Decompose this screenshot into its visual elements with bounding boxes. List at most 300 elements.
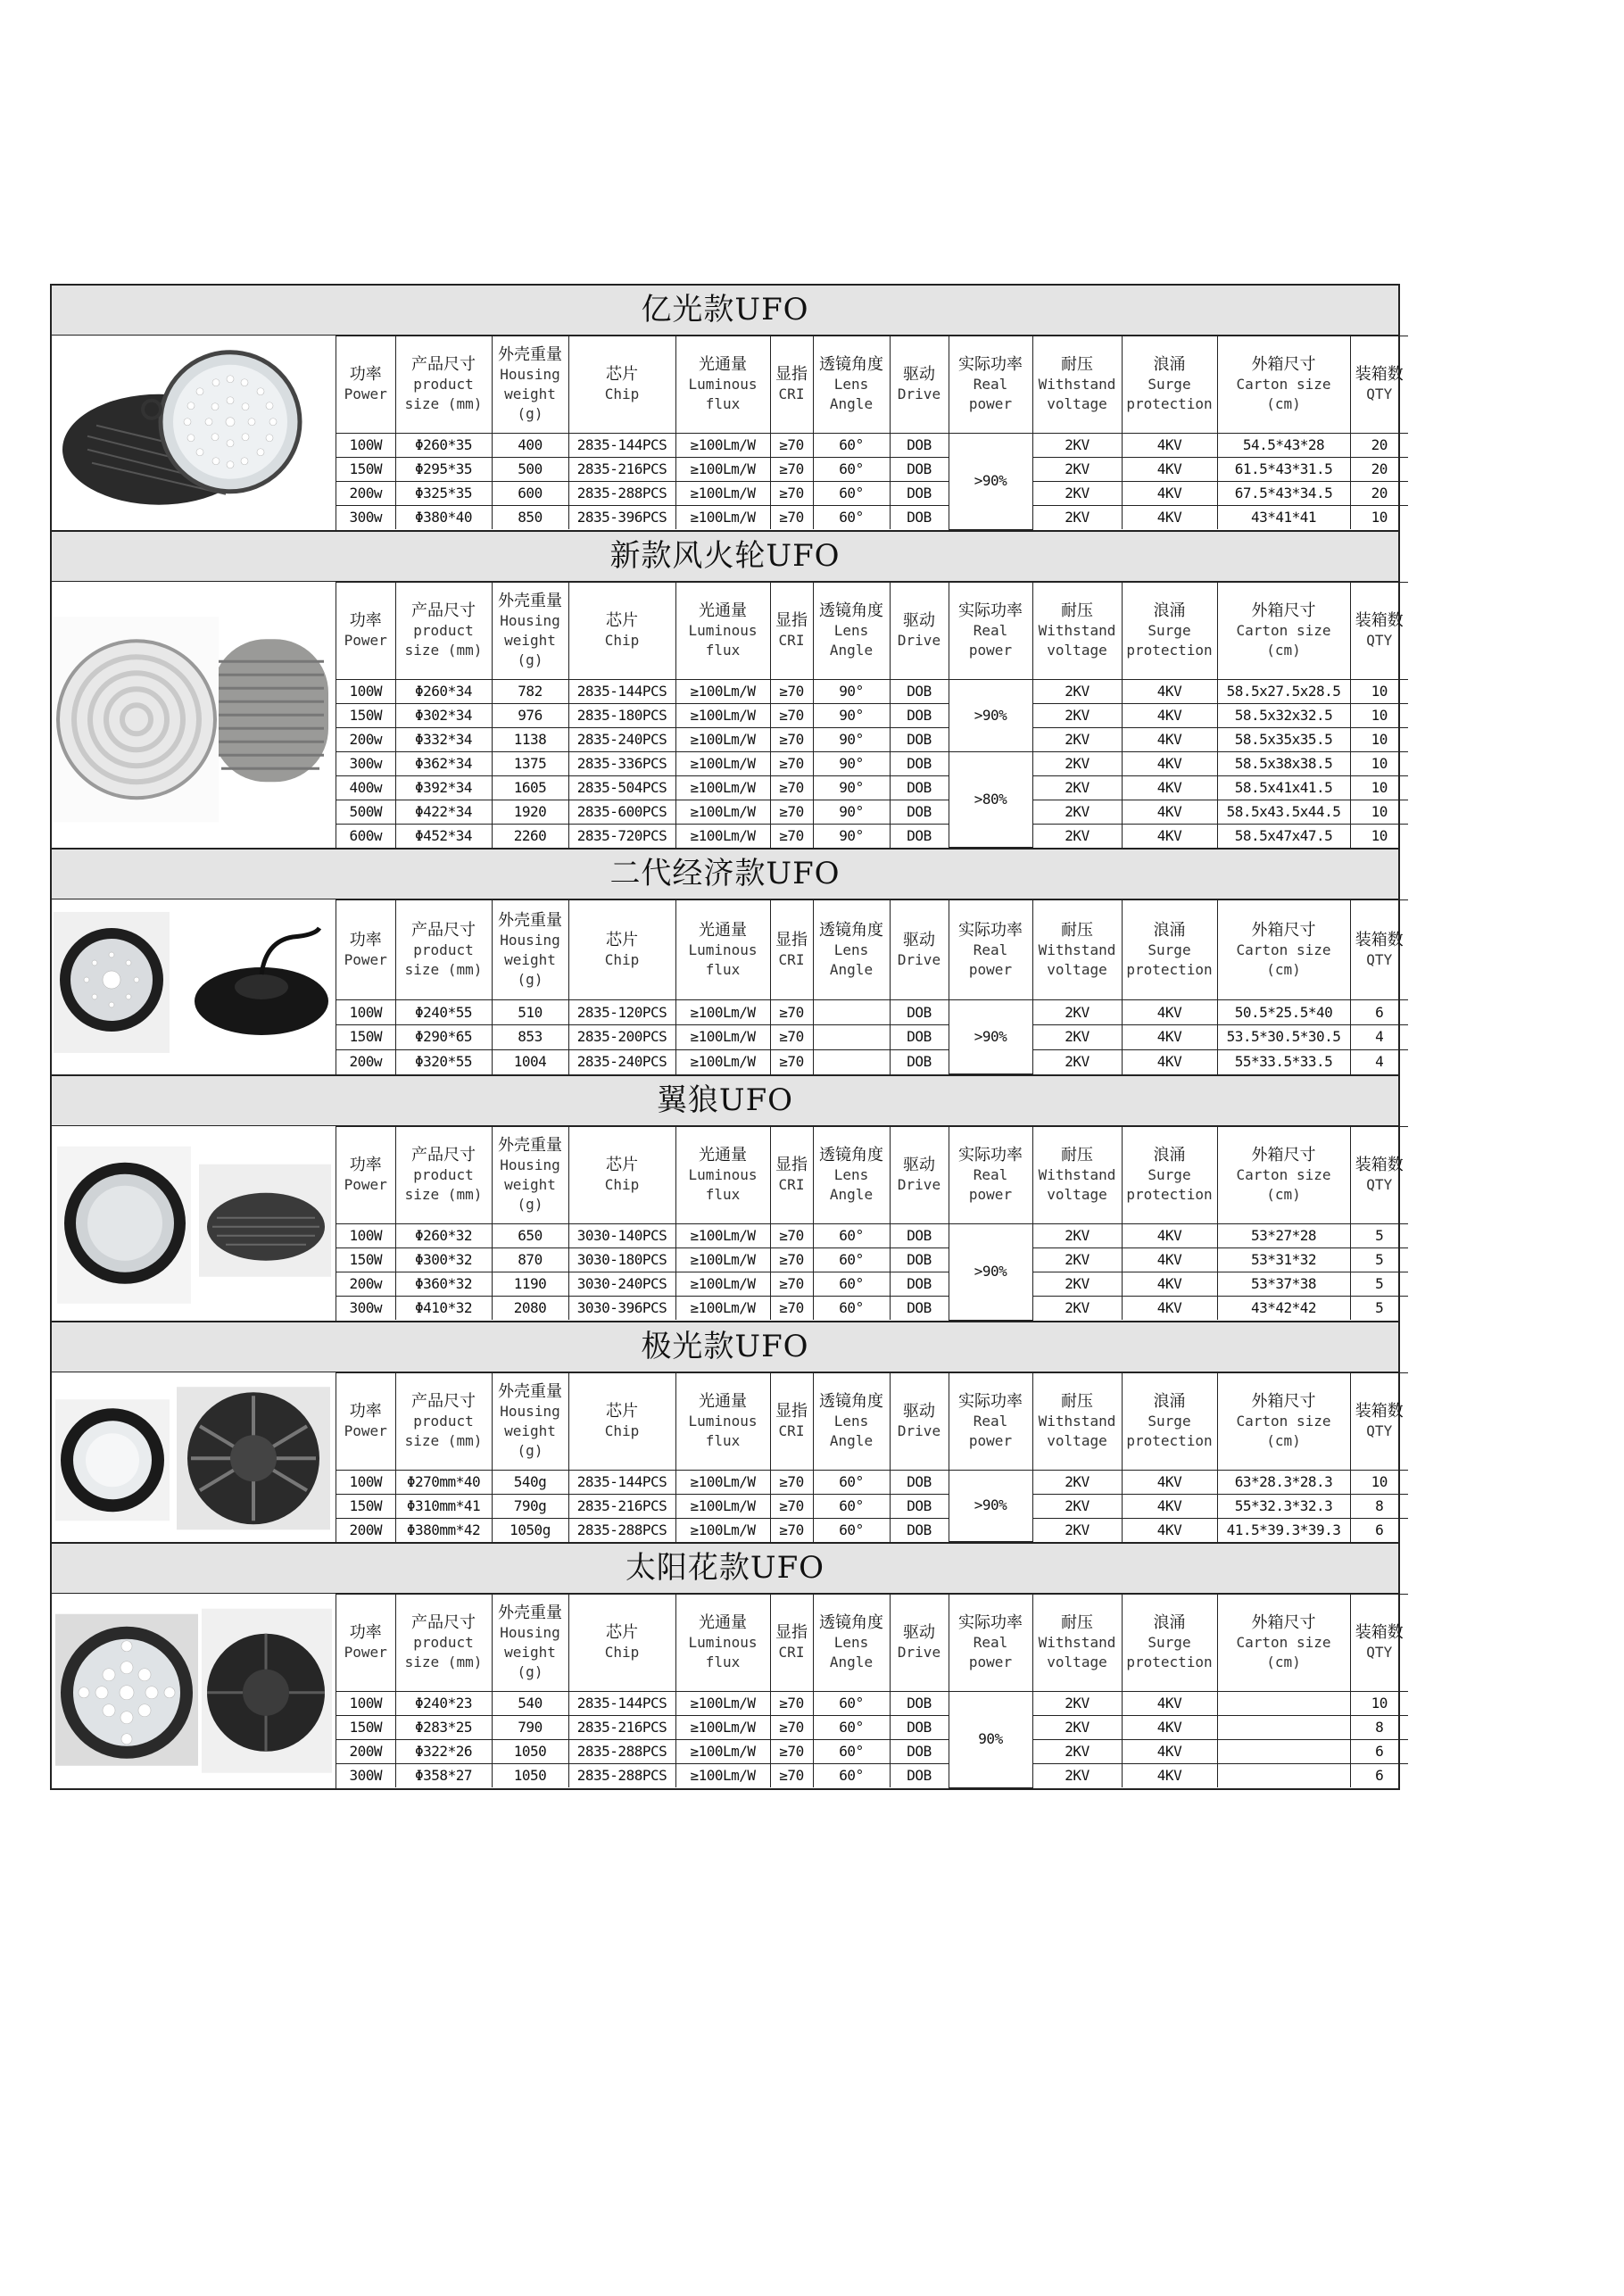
column-header-cn: 装箱数 (1355, 1623, 1404, 1642)
table-cell: 10 (1350, 703, 1408, 727)
table-cell: 2835-240PCS (568, 1049, 675, 1073)
table-row (336, 679, 1408, 703)
column-header-cn: 耐压 (1061, 1146, 1093, 1165)
column-header (1032, 1127, 1122, 1224)
column-header-en: Power (344, 385, 387, 402)
column-header (770, 336, 813, 434)
table-cell: 1920 (492, 800, 568, 824)
table-cell: 6 (1350, 1000, 1408, 1025)
column-header-cn: 外壳重量 (498, 1604, 562, 1622)
table-cell: 60° (813, 1470, 890, 1494)
product-image (52, 582, 336, 849)
column-header-cn: 耐压 (1061, 1613, 1093, 1632)
column-header-en: Lens Angle (829, 621, 874, 659)
column-header (1032, 1372, 1122, 1470)
table-cell: 10 (1350, 800, 1408, 824)
table-cell: ≥70 (770, 1764, 813, 1788)
table-cell: 53.5*30.5*30.5 (1217, 1024, 1350, 1049)
table-cell: ≥100Lm/W (675, 1049, 770, 1073)
table-cell: 2KV (1032, 775, 1122, 800)
column-header-cn: 外箱尺寸 (1251, 920, 1316, 940)
section-body (52, 1372, 1404, 1543)
column-header-en: Withstand voltage (1038, 1412, 1116, 1449)
table-cell: 150W (336, 1494, 395, 1518)
table-cell: 2080 (492, 1297, 568, 1321)
column-header-cn: 装箱数 (1355, 610, 1404, 630)
table-cell (1217, 1716, 1350, 1740)
table-cell: 1138 (492, 727, 568, 751)
column-header (675, 1372, 770, 1470)
table-cell: ≥70 (770, 506, 813, 530)
spec-table (336, 1594, 1408, 1788)
column-header (770, 1595, 813, 1692)
table-cell: 4KV (1122, 506, 1217, 530)
table-cell: 60° (813, 1494, 890, 1518)
real-power-cell: >90% (949, 679, 1032, 751)
table-cell: 10 (1350, 506, 1408, 530)
column-header-cn: 芯片 (606, 930, 638, 949)
table-cell: 100W (336, 1000, 395, 1025)
table-cell: DOB (890, 679, 949, 703)
column-header-cn: 显指 (775, 930, 808, 949)
table-cell: 4KV (1122, 482, 1217, 506)
table-cell: Φ392*34 (395, 775, 492, 800)
table-cell: ≥100Lm/W (675, 1494, 770, 1518)
column-header-cn: 显指 (775, 1401, 808, 1421)
table-cell: 2835-144PCS (568, 1692, 675, 1716)
column-header (568, 1127, 675, 1224)
column-header-cn: 显指 (775, 1623, 808, 1642)
column-header (1032, 1595, 1122, 1692)
column-header-en: Chip (604, 385, 640, 402)
table-cell: 2KV (1032, 1224, 1122, 1248)
table-cell: 90° (813, 775, 890, 800)
table-cell: ≥100Lm/W (675, 1716, 770, 1740)
table-cell: Φ358*27 (395, 1764, 492, 1788)
table-cell: Φ332*34 (395, 727, 492, 751)
column-header-cn: 芯片 (606, 1156, 638, 1174)
table-cell: ≥70 (770, 1470, 813, 1494)
table-cell: Φ270mm*40 (395, 1470, 492, 1494)
table-cell: 4KV (1122, 458, 1217, 482)
header-row (336, 900, 1408, 1000)
table-cell: ≥70 (770, 703, 813, 727)
table-cell: Φ320*55 (395, 1049, 492, 1073)
table-cell: ≥100Lm/W (675, 458, 770, 482)
table-cell: 2260 (492, 824, 568, 848)
column-header-en: Power (344, 1644, 387, 1661)
table-cell: 3030-140PCS (568, 1224, 675, 1248)
table-cell: 2835-144PCS (568, 679, 675, 703)
table-cell: Φ260*32 (395, 1224, 492, 1248)
column-header-en: Lens Angle (829, 1412, 874, 1449)
table-cell: 100W (336, 679, 395, 703)
table-cell: 2KV (1032, 703, 1122, 727)
column-header-en: Carton size (cm) (1236, 376, 1331, 412)
table-cell: 58.5x41x41.5 (1217, 775, 1350, 800)
column-header-en: Surge protection (1126, 1634, 1213, 1670)
table-cell: 4KV (1122, 1049, 1217, 1073)
table-cell: 60° (813, 458, 890, 482)
table-cell: 2835-216PCS (568, 458, 675, 482)
table-row (336, 1224, 1408, 1248)
column-header-cn: 实际功率 (958, 920, 1023, 940)
table-cell: DOB (890, 703, 949, 727)
column-header-cn: 光通量 (699, 601, 747, 620)
column-header-cn: 装箱数 (1355, 1156, 1404, 1174)
column-header-cn: 实际功率 (958, 1391, 1023, 1411)
table-cell: 2KV (1032, 727, 1122, 751)
column-header-cn: 透镜角度 (819, 355, 883, 374)
table-cell: ≥100Lm/W (675, 703, 770, 727)
table-cell: 4KV (1122, 1716, 1217, 1740)
column-header-cn: 装箱数 (1355, 930, 1404, 949)
column-header-en: QTY (1366, 631, 1393, 649)
column-header (1122, 336, 1217, 434)
real-power-cell: 90% (949, 1692, 1032, 1788)
column-header-en: Lens Angle (829, 1634, 874, 1670)
column-header-cn: 透镜角度 (819, 1613, 883, 1632)
table-cell: 8 (1350, 1494, 1408, 1518)
table-cell: Φ360*32 (395, 1272, 492, 1297)
table-cell: 5 (1350, 1248, 1408, 1272)
column-header (813, 1595, 890, 1692)
column-header-en: Withstand voltage (1038, 621, 1116, 659)
table-row (336, 1248, 1408, 1272)
table-cell: ≥100Lm/W (675, 1470, 770, 1494)
table-cell: 4KV (1122, 727, 1217, 751)
table-cell: 4 (1350, 1049, 1408, 1073)
column-header (1122, 1127, 1217, 1224)
real-power-cell: >90% (949, 1224, 1032, 1321)
table-row (336, 751, 1408, 775)
table-cell: Φ295*35 (395, 458, 492, 482)
column-header-cn: 产品尺寸 (411, 355, 476, 374)
table-cell: Φ300*32 (395, 1248, 492, 1272)
table-cell: 2835-240PCS (568, 727, 675, 751)
column-header (675, 582, 770, 679)
real-power-cell: >80% (949, 751, 1032, 848)
column-header-cn: 功率 (349, 610, 382, 630)
table-cell: 2835-120PCS (568, 1000, 675, 1025)
table-row (336, 1470, 1408, 1494)
table-cell: 90° (813, 824, 890, 848)
table-row (336, 775, 1408, 800)
table-cell: 10 (1350, 1692, 1408, 1716)
column-header-cn: 外箱尺寸 (1251, 1391, 1316, 1411)
column-header-en: CRI (778, 1644, 805, 1661)
product-image (52, 899, 336, 1074)
table-cell: Φ283*25 (395, 1716, 492, 1740)
table-cell: 790g (492, 1494, 568, 1518)
column-header-cn: 实际功率 (958, 355, 1023, 374)
table-cell: 53*27*28 (1217, 1224, 1350, 1248)
table-cell: ≥100Lm/W (675, 1692, 770, 1716)
table-cell: 50.5*25.5*40 (1217, 1000, 1350, 1025)
table-cell: 60° (813, 1224, 890, 1248)
table-row (336, 1740, 1408, 1764)
table-cell: 2KV (1032, 824, 1122, 848)
column-header-en: Carton size (cm) (1236, 941, 1331, 978)
column-header-en: Chip (604, 950, 640, 968)
column-header-en: Withstand voltage (1038, 1634, 1116, 1670)
column-header-cn: 产品尺寸 (411, 601, 476, 620)
table-cell: 60° (813, 1248, 890, 1272)
column-header (770, 900, 813, 1000)
table-cell: 2835-288PCS (568, 1764, 675, 1788)
column-header (492, 336, 568, 434)
column-header-cn: 外壳重量 (498, 1136, 562, 1155)
column-header-en: Drive (897, 385, 941, 402)
column-header-en: Housing weight (g) (500, 611, 560, 668)
column-header (890, 1595, 949, 1692)
column-header (395, 336, 492, 434)
table-cell: ≥70 (770, 1248, 813, 1272)
column-header-cn: 耐压 (1061, 355, 1093, 374)
column-header (1032, 582, 1122, 679)
table-cell: 90° (813, 679, 890, 703)
table-cell: DOB (890, 506, 949, 530)
table-cell (813, 1024, 890, 1049)
table-cell: 55*33.5*33.5 (1217, 1049, 1350, 1073)
table-cell: 4KV (1122, 703, 1217, 727)
column-header-en: CRI (778, 950, 805, 968)
product-image (52, 1372, 336, 1543)
table-cell: 200w (336, 1049, 395, 1073)
column-header-en: Withstand voltage (1038, 1166, 1116, 1203)
column-header-cn: 外箱尺寸 (1251, 1613, 1316, 1632)
table-cell: 90° (813, 800, 890, 824)
table-cell: 2835-216PCS (568, 1494, 675, 1518)
table-cell: 400w (336, 775, 395, 800)
column-header-cn: 实际功率 (958, 601, 1023, 620)
table-cell: ≥70 (770, 679, 813, 703)
column-header-cn: 功率 (349, 1623, 382, 1642)
table-cell: 2KV (1032, 458, 1122, 482)
table-cell: ≥70 (770, 1740, 813, 1764)
table-cell: 5 (1350, 1272, 1408, 1297)
column-header-en: Real power (968, 941, 1013, 978)
table-cell (813, 1049, 890, 1073)
table-cell: ≥70 (770, 1224, 813, 1248)
column-header (813, 582, 890, 679)
column-header (813, 900, 890, 1000)
table-row (336, 1716, 1408, 1740)
table-cell: ≥100Lm/W (675, 679, 770, 703)
table-cell: 2KV (1032, 800, 1122, 824)
table-cell: 4KV (1122, 1764, 1217, 1788)
column-header (675, 1127, 770, 1224)
table-cell: DOB (890, 751, 949, 775)
column-header (949, 582, 1032, 679)
table-cell: 2835-144PCS (568, 1470, 675, 1494)
column-header-cn: 浪涌 (1153, 1391, 1186, 1411)
table-cell: ≥70 (770, 482, 813, 506)
table-cell: DOB (890, 458, 949, 482)
table-cell: ≥100Lm/W (675, 1764, 770, 1788)
table-cell: Φ260*35 (395, 434, 492, 458)
column-header (568, 1595, 675, 1692)
column-header-cn: 驱动 (903, 1623, 935, 1642)
column-header-en: CRI (778, 1176, 805, 1193)
table-cell: DOB (890, 1297, 949, 1321)
table-cell: 53*37*38 (1217, 1272, 1350, 1297)
table-cell: 2835-288PCS (568, 1740, 675, 1764)
section-body (52, 1594, 1404, 1788)
table-cell: 2835-180PCS (568, 703, 675, 727)
table-cell: ≥100Lm/W (675, 727, 770, 751)
column-header-en: Withstand voltage (1038, 376, 1116, 412)
table-cell: Φ290*65 (395, 1024, 492, 1049)
column-header-cn: 光通量 (699, 1613, 747, 1632)
table-cell: ≥70 (770, 1272, 813, 1297)
table-cell: 6 (1350, 1764, 1408, 1788)
table-cell: 58.5x35x35.5 (1217, 727, 1350, 751)
column-header-cn: 外壳重量 (498, 910, 562, 930)
section-title: 亿光款UFO (52, 284, 1398, 336)
table-cell: ≥70 (770, 751, 813, 775)
table-cell: 2835-288PCS (568, 482, 675, 506)
table-row (336, 506, 1408, 530)
column-header-en: Carton size (cm) (1236, 1166, 1331, 1203)
table-cell: ≥70 (770, 727, 813, 751)
column-header-en: QTY (1366, 385, 1393, 402)
table-cell: Φ380mm*42 (395, 1518, 492, 1542)
column-header-en: product size (mm) (404, 941, 483, 978)
table-cell: 60° (813, 1692, 890, 1716)
table-cell: DOB (890, 1000, 949, 1025)
table-cell: 60° (813, 1764, 890, 1788)
real-power-cell: >90% (949, 1000, 1032, 1074)
column-header-cn: 驱动 (903, 1156, 935, 1174)
table-cell: 43*42*42 (1217, 1297, 1350, 1321)
table-cell: 1050 (492, 1740, 568, 1764)
table-cell: 2835-600PCS (568, 800, 675, 824)
table-cell: 20 (1350, 434, 1408, 458)
table-cell: 60° (813, 1272, 890, 1297)
table-cell: 60° (813, 1716, 890, 1740)
table-cell: 4 (1350, 1024, 1408, 1049)
table-cell: DOB (890, 1716, 949, 1740)
table-cell: 650 (492, 1224, 568, 1248)
table-cell: 150W (336, 1716, 395, 1740)
table-cell: 2KV (1032, 434, 1122, 458)
table-cell: DOB (890, 1692, 949, 1716)
column-header (336, 582, 395, 679)
column-header-en: QTY (1366, 1176, 1393, 1193)
table-cell: 400 (492, 434, 568, 458)
column-header-en: Power (344, 950, 387, 968)
table-cell: 60° (813, 1297, 890, 1321)
table-row (336, 1518, 1408, 1542)
table-cell: DOB (890, 482, 949, 506)
table-cell: 58.5x27.5x28.5 (1217, 679, 1350, 703)
table-cell: 850 (492, 506, 568, 530)
column-header-en: Real power (968, 1166, 1013, 1203)
table-cell: 1375 (492, 751, 568, 775)
table-cell: 150W (336, 703, 395, 727)
table-cell: 2KV (1032, 1470, 1122, 1494)
column-header-cn: 浪涌 (1153, 920, 1186, 940)
table-cell: 2KV (1032, 1716, 1122, 1740)
column-header (949, 336, 1032, 434)
section-body (52, 899, 1404, 1074)
column-header-cn: 驱动 (903, 610, 935, 630)
table-cell: 200w (336, 482, 395, 506)
table-cell: 58.5x43.5x44.5 (1217, 800, 1350, 824)
table-row (336, 458, 1408, 482)
table-cell: 540 (492, 1692, 568, 1716)
column-header (1350, 336, 1408, 434)
column-header (568, 582, 675, 679)
table-cell: ≥70 (770, 458, 813, 482)
table-cell: ≥100Lm/W (675, 1248, 770, 1272)
table-cell: 1605 (492, 775, 568, 800)
table-cell: 90° (813, 751, 890, 775)
table-cell: 58.5x38x38.5 (1217, 751, 1350, 775)
table-cell: 2KV (1032, 1272, 1122, 1297)
column-header-en: Luminous flux (688, 1634, 758, 1670)
column-header-cn: 装箱数 (1355, 1401, 1404, 1421)
table-cell: 58.5x32x32.5 (1217, 703, 1350, 727)
table-cell: 200w (336, 1272, 395, 1297)
column-header (336, 1595, 395, 1692)
column-header-cn: 浪涌 (1153, 355, 1186, 374)
column-header (1217, 900, 1350, 1000)
column-header-en: product size (mm) (404, 1166, 483, 1203)
table-cell: Φ362*34 (395, 751, 492, 775)
table-row (336, 703, 1408, 727)
table-cell: 4KV (1122, 1494, 1217, 1518)
column-header (492, 1127, 568, 1224)
table-cell: 10 (1350, 1470, 1408, 1494)
table-cell: 150W (336, 1248, 395, 1272)
table-cell: ≥70 (770, 1297, 813, 1321)
column-header (890, 582, 949, 679)
column-header-cn: 透镜角度 (819, 920, 883, 940)
table-cell: 60° (813, 1740, 890, 1764)
table-cell: DOB (890, 824, 949, 848)
table-cell: Φ410*32 (395, 1297, 492, 1321)
column-header (1217, 582, 1350, 679)
column-header-en: Drive (897, 1176, 941, 1193)
column-header-cn: 外壳重量 (498, 345, 562, 364)
table-cell: 4KV (1122, 1248, 1217, 1272)
table-row (336, 1000, 1408, 1025)
table-cell (1217, 1692, 1350, 1716)
table-cell: ≥100Lm/W (675, 1297, 770, 1321)
column-header-cn: 透镜角度 (819, 1391, 883, 1411)
column-header-cn: 光通量 (699, 1146, 747, 1165)
column-header (1032, 336, 1122, 434)
column-header-cn: 浪涌 (1153, 1613, 1186, 1632)
table-cell: 60° (813, 482, 890, 506)
table-cell: 200W (336, 1740, 395, 1764)
table-cell: 4KV (1122, 775, 1217, 800)
table-cell: ≥100Lm/W (675, 1000, 770, 1025)
spec-sheet (50, 284, 1404, 1790)
column-header-en: Carton size (cm) (1236, 1412, 1331, 1449)
table-cell: 10 (1350, 775, 1408, 800)
table-row (336, 1764, 1408, 1788)
table-cell: Φ240*55 (395, 1000, 492, 1025)
table-cell: DOB (890, 1272, 949, 1297)
table-cell: Φ240*23 (395, 1692, 492, 1716)
column-header (492, 1595, 568, 1692)
header-row (336, 1127, 1408, 1224)
column-header-en: Lens Angle (829, 1166, 874, 1203)
table-cell: 853 (492, 1024, 568, 1049)
